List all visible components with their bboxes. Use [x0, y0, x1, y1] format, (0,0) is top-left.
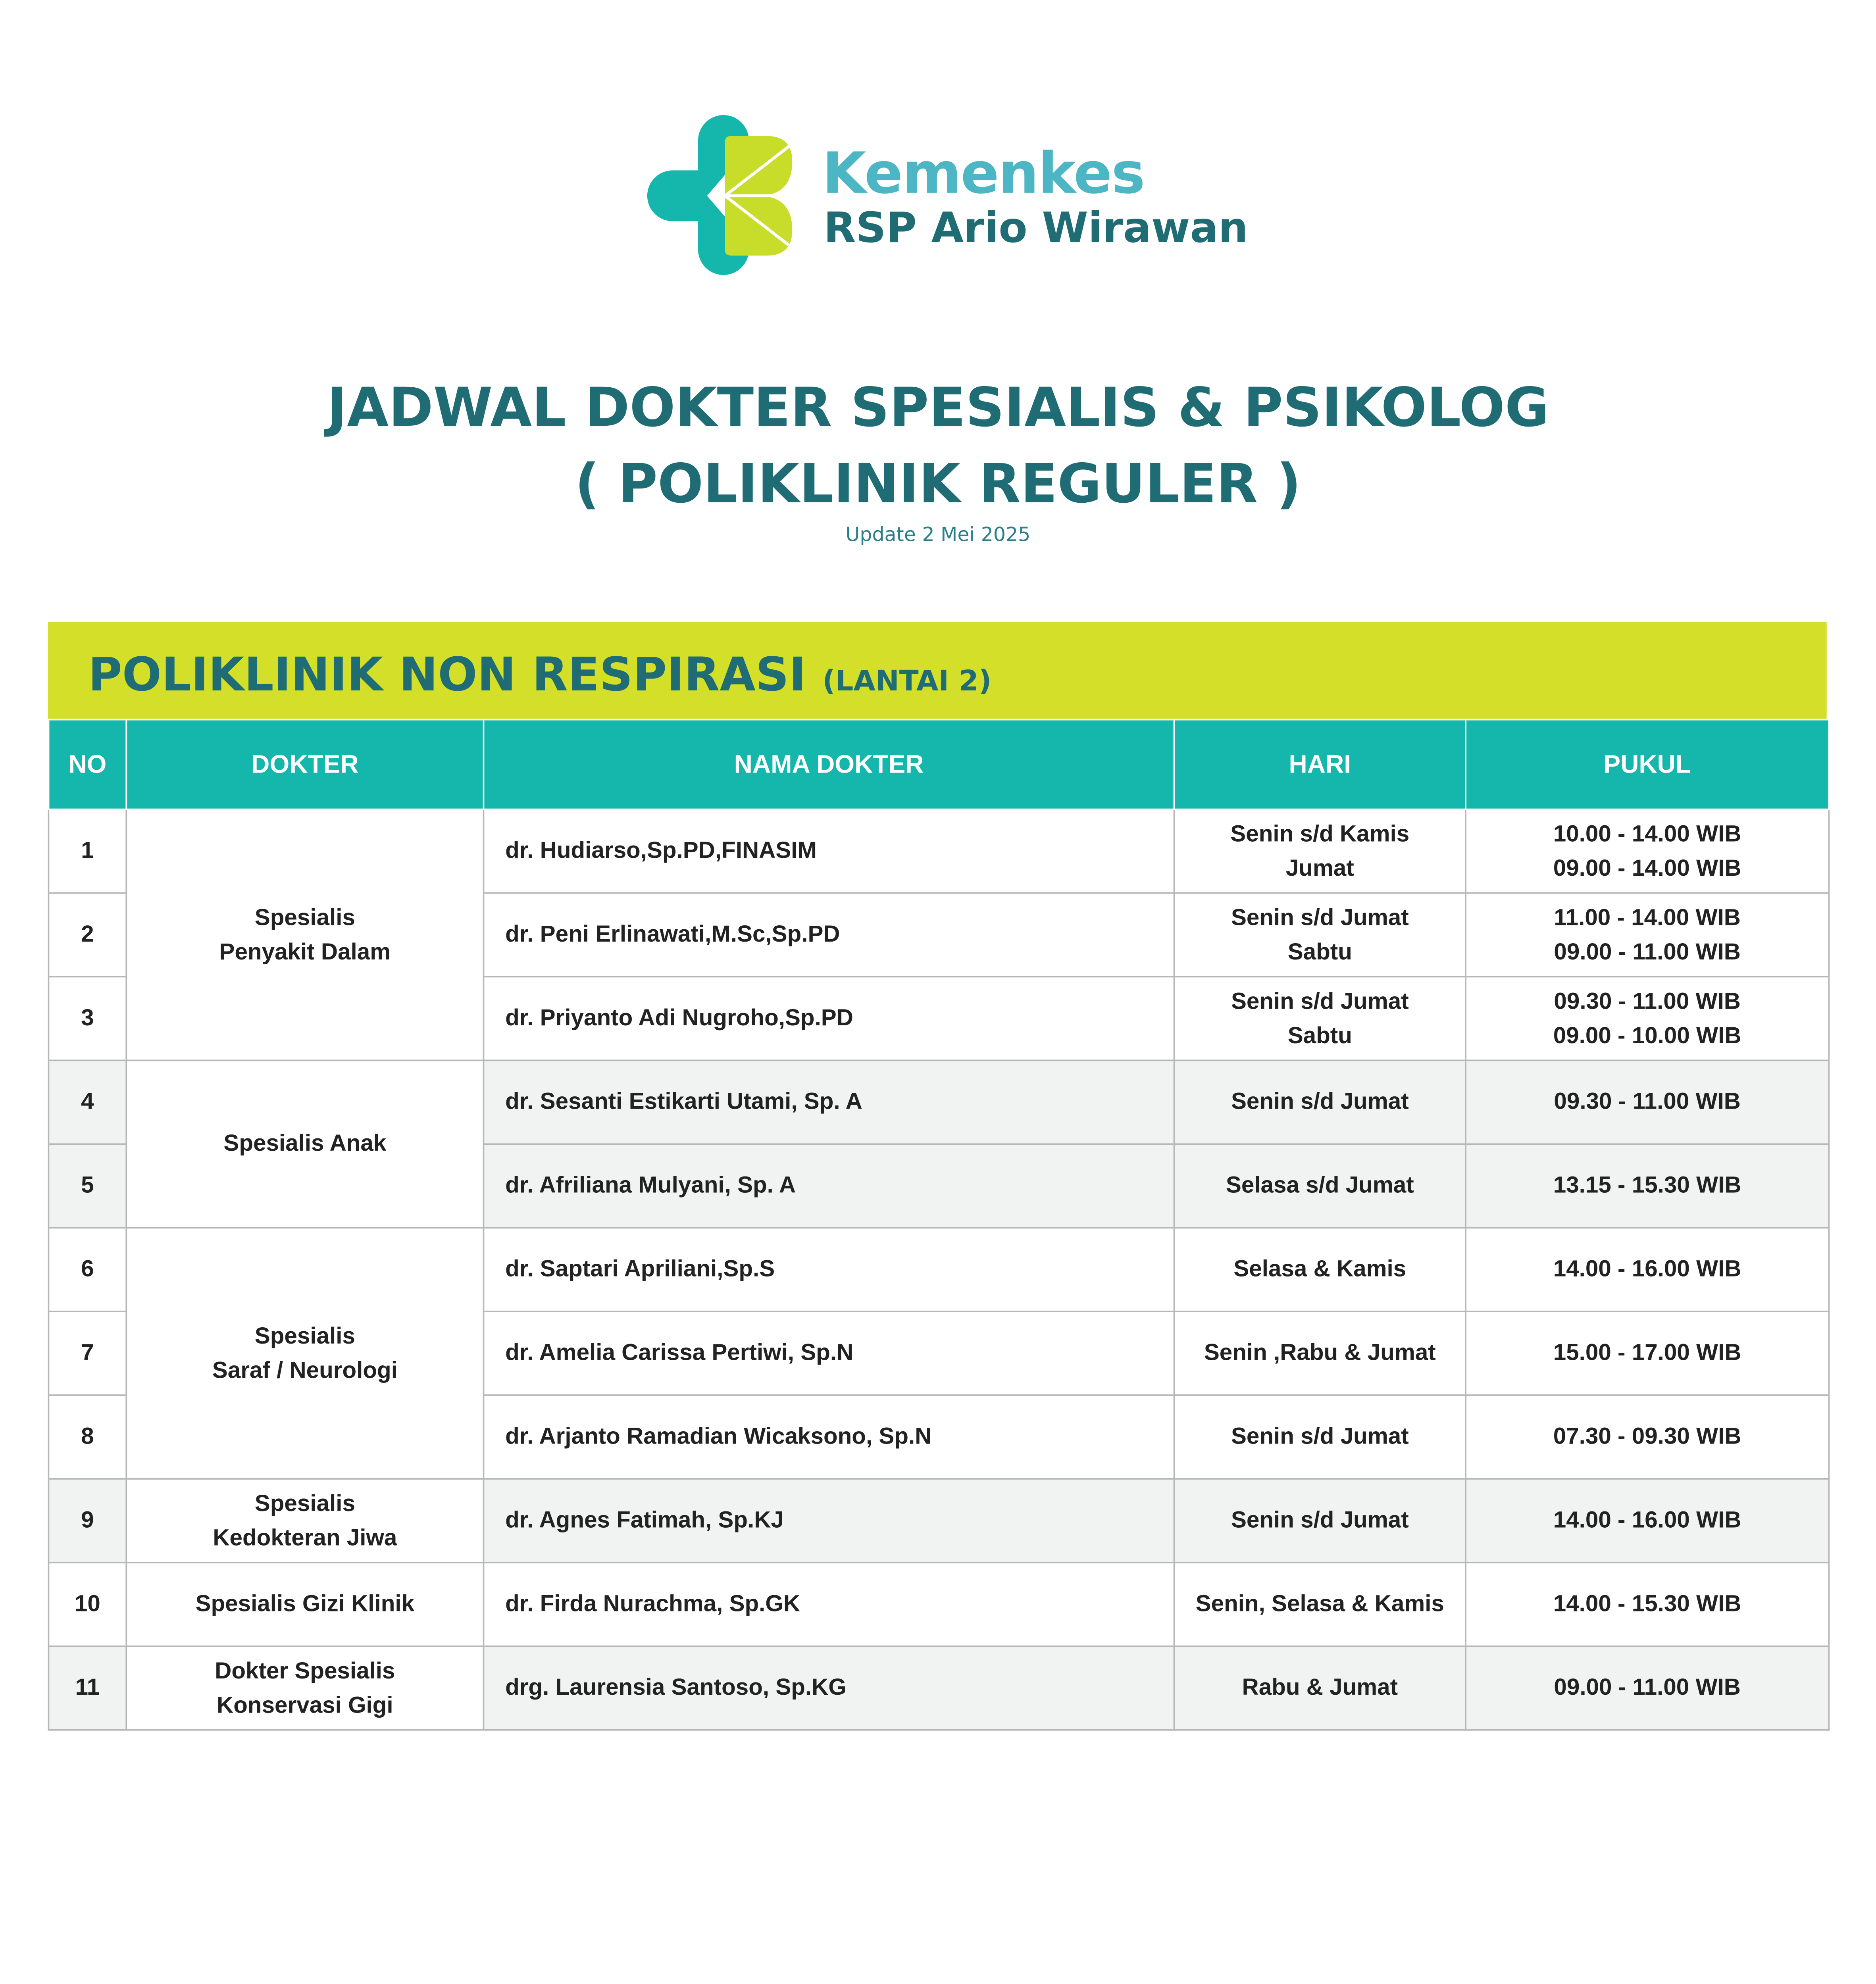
- hour-line: 11.00 - 14.00 WIB: [1554, 905, 1741, 930]
- schedule-days: Senin s/d Jumat: [1174, 1060, 1466, 1144]
- table-row: [48, 1479, 1829, 1563]
- doctor-name: dr. Saptari Apriliani,Sp.S: [483, 1228, 1174, 1311]
- doctor-name: dr. Amelia Carissa Pertiwi, Sp.N: [483, 1311, 1174, 1395]
- table-row: [48, 1228, 1829, 1311]
- kemenkes-logo: [647, 115, 797, 275]
- table-row: [48, 809, 1829, 893]
- day-line: Senin s/d Jumat: [1231, 988, 1409, 1014]
- day-line: Sabtu: [1287, 1023, 1352, 1049]
- brand-name: Kemenkes: [822, 140, 1145, 206]
- schedule-hours: [1466, 893, 1829, 977]
- schedule-days: [1174, 977, 1466, 1060]
- row-number: 7: [48, 1311, 126, 1395]
- doctor-name: dr. Peni Erlinawati,M.Sc,Sp.PD: [483, 893, 1174, 977]
- page-title: JADWAL DOKTER SPESIALIS & PSIKOLOG: [327, 378, 1549, 440]
- row-number: 2: [48, 893, 126, 977]
- specialty-line: Spesialis: [254, 1491, 355, 1517]
- hospital-name: RSP Ario Wirawan: [824, 203, 1248, 253]
- page-subtitle: ( POLIKLINIK REGULER ): [575, 454, 1301, 516]
- doctor-name: dr. Arjanto Ramadian Wicaksono, Sp.N: [483, 1395, 1174, 1479]
- schedule-days: Senin s/d Jumat: [1174, 1479, 1466, 1563]
- column-header: DOKTER: [126, 720, 483, 809]
- doctor-name: dr. Afriliana Mulyani, Sp. A: [483, 1144, 1174, 1228]
- specialty-cell: [126, 1228, 483, 1479]
- row-number: 6: [48, 1228, 126, 1311]
- schedule-hours: 13.15 - 15.30 WIB: [1466, 1144, 1829, 1228]
- schedule-days: [1174, 809, 1466, 893]
- day-line: Senin s/d Kamis: [1230, 821, 1410, 847]
- row-number: 5: [48, 1144, 126, 1228]
- hour-line: 09.00 - 11.00 WIB: [1554, 939, 1741, 965]
- row-number: 8: [48, 1395, 126, 1479]
- schedule-hours: 14.00 - 16.00 WIB: [1466, 1228, 1829, 1311]
- specialty-cell: [126, 1479, 483, 1563]
- schedule-days: Rabu & Jumat: [1174, 1646, 1466, 1730]
- schedule-days: Selasa & Kamis: [1174, 1228, 1466, 1311]
- hour-line: 10.00 - 14.00 WIB: [1553, 821, 1741, 847]
- column-header: NAMA DOKTER: [483, 720, 1174, 809]
- schedule-hours: [1466, 809, 1829, 893]
- schedule-days: Selasa s/d Jumat: [1174, 1144, 1466, 1228]
- column-header: PUKUL: [1466, 720, 1829, 809]
- specialty-line: Konservasi Gigi: [217, 1692, 393, 1718]
- doctor-name: drg. Laurensia Santoso, Sp.KG: [483, 1646, 1174, 1730]
- table-row: [48, 1563, 1829, 1646]
- hour-line: 09.30 - 11.00 WIB: [1554, 988, 1741, 1014]
- day-line: Sabtu: [1287, 939, 1352, 965]
- schedule-hours: 07.30 - 09.30 WIB: [1466, 1395, 1829, 1479]
- specialty-cell: [126, 1646, 483, 1730]
- schedule-hours: 14.00 - 16.00 WIB: [1466, 1479, 1829, 1563]
- section-floor: (LANTAI 2): [822, 665, 992, 698]
- schedule-hours: [1466, 977, 1829, 1060]
- update-date: Update 2 Mei 2025: [845, 525, 1031, 547]
- column-header: HARI: [1174, 720, 1466, 809]
- doctor-name: dr. Priyanto Adi Nugroho,Sp.PD: [483, 977, 1174, 1060]
- specialty-cell: [126, 809, 483, 1061]
- doctor-name: dr. Hudiarso,Sp.PD,FINASIM: [483, 809, 1174, 893]
- section-title-text: POLIKLINIK NON RESPIRASI: [88, 648, 806, 703]
- schedule-days: Senin, Selasa & Kamis: [1174, 1563, 1466, 1646]
- specialty-line: Spesialis: [254, 905, 355, 930]
- specialty-line: Saraf / Neurologi: [212, 1357, 398, 1383]
- schedule-days: Senin s/d Jumat: [1174, 1395, 1466, 1479]
- row-number: 1: [48, 809, 126, 893]
- hour-line: 09.00 - 10.00 WIB: [1553, 1023, 1741, 1049]
- schedule-hours: 09.00 - 11.00 WIB: [1466, 1646, 1829, 1730]
- schedule-hours: 14.00 - 15.30 WIB: [1466, 1563, 1829, 1646]
- specialty-line: Penyakit Dalam: [219, 939, 391, 965]
- section-title: [88, 649, 991, 703]
- row-number: 3: [48, 977, 126, 1060]
- hour-line: 09.00 - 14.00 WIB: [1553, 856, 1741, 881]
- doctor-name: dr. Sesanti Estikarti Utami, Sp. A: [483, 1060, 1174, 1144]
- doctor-name: dr. Firda Nurachma, Sp.GK: [483, 1563, 1174, 1646]
- day-line: Senin s/d Jumat: [1231, 905, 1409, 930]
- row-number: 4: [48, 1060, 126, 1144]
- schedule-days: [1174, 893, 1466, 977]
- specialty-line: Dokter Spesialis: [215, 1658, 395, 1684]
- row-number: 9: [48, 1479, 126, 1563]
- specialty-cell: Spesialis Anak: [126, 1060, 483, 1228]
- specialty-cell: Spesialis Gizi Klinik: [126, 1563, 483, 1646]
- schedule-days: Senin ,Rabu & Jumat: [1174, 1311, 1466, 1395]
- table-header-row: [48, 720, 1829, 809]
- section-header: [48, 622, 1827, 719]
- specialty-line: Kedokteran Jiwa: [213, 1525, 397, 1551]
- column-header: NO: [48, 720, 126, 809]
- schedule-table: [48, 719, 1830, 1731]
- row-number: 11: [48, 1646, 126, 1730]
- row-number: 10: [48, 1563, 126, 1646]
- table-row: [48, 1646, 1829, 1730]
- specialty-line: Spesialis: [254, 1323, 355, 1349]
- schedule-hours: 15.00 - 17.00 WIB: [1466, 1311, 1829, 1395]
- schedule-hours: 09.30 - 11.00 WIB: [1466, 1060, 1829, 1144]
- day-line: Jumat: [1285, 856, 1354, 881]
- table-row: [48, 1060, 1829, 1144]
- doctor-name: dr. Agnes Fatimah, Sp.KJ: [483, 1479, 1174, 1563]
